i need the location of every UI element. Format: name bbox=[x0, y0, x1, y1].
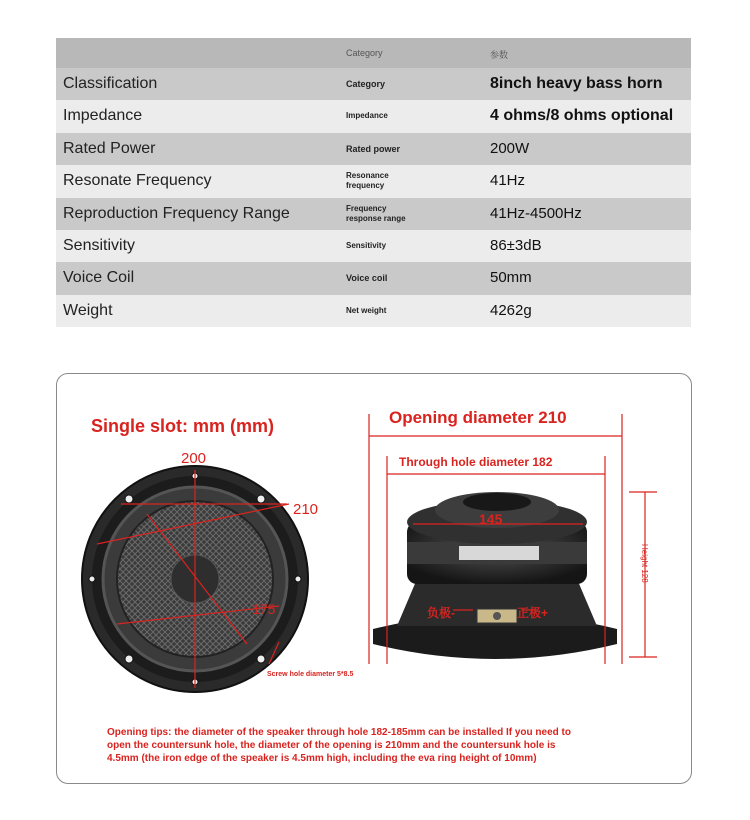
table-row bbox=[56, 262, 691, 294]
dim-145-label: 145 bbox=[479, 511, 503, 527]
row-category: Frequency response range bbox=[346, 203, 406, 223]
terminal-negative-label: 负极- bbox=[427, 606, 455, 620]
row-category: Sensitivity bbox=[346, 240, 387, 250]
through-hole-label: Through hole diameter 182 bbox=[399, 455, 553, 469]
left-diagram-title: Single slot: mm (mm) bbox=[91, 416, 275, 436]
row-category: Impedance bbox=[346, 111, 388, 121]
dimension-diagram-panel bbox=[56, 373, 692, 784]
table-row bbox=[56, 295, 691, 327]
table-row bbox=[56, 198, 691, 230]
row-label: Sensitivity bbox=[63, 236, 136, 254]
tips-line: 4.5mm (the iron edge of the speaker is 4.5mm high, including the eva ring height of 10mm) bbox=[107, 753, 537, 764]
opening-tips bbox=[107, 726, 647, 765]
row-value: 86±3dB bbox=[490, 236, 542, 254]
row-label: Reproduction Frequency Range bbox=[63, 204, 290, 222]
dim-200-label: 200 bbox=[181, 450, 207, 467]
table-row bbox=[56, 165, 691, 197]
spec-table bbox=[56, 38, 691, 327]
row-value: 41Hz-4500Hz bbox=[490, 204, 582, 222]
header-col-category: Category bbox=[346, 48, 383, 58]
row-value: 200W bbox=[490, 139, 530, 157]
table-row bbox=[56, 100, 691, 132]
row-category: Voice coil bbox=[346, 273, 388, 284]
row-category: Resonance frequency bbox=[346, 171, 389, 191]
row-label: Rated Power bbox=[63, 139, 156, 157]
tips-line: open the countersunk hole, the diameter of the opening is 210mm and the countersunk hole is bbox=[107, 740, 556, 751]
dim-210-label: 210 bbox=[293, 501, 319, 518]
table-row bbox=[56, 68, 691, 100]
terminal-positive-label: 正极+ bbox=[517, 606, 549, 620]
row-label: Weight bbox=[63, 301, 113, 319]
row-category: Category bbox=[346, 79, 386, 89]
row-category: Rated power bbox=[346, 143, 401, 154]
screw-hole-note: Screw hole diameter 5*8.5 bbox=[267, 671, 354, 678]
row-label: Resonate Frequency bbox=[63, 172, 212, 190]
header-col-value: 参数 bbox=[490, 50, 509, 60]
table-row bbox=[56, 230, 691, 262]
row-category: Net weight bbox=[346, 305, 387, 315]
spec-table-header bbox=[56, 38, 691, 68]
height-label: Height 128 bbox=[640, 544, 649, 583]
row-value: 41Hz bbox=[490, 172, 526, 190]
row-label: Voice Coil bbox=[63, 269, 135, 287]
row-value: 50mm bbox=[490, 269, 532, 287]
table-row bbox=[56, 133, 691, 165]
row-label: Impedance bbox=[63, 107, 143, 125]
row-value: 4262g bbox=[490, 301, 532, 319]
row-value: 4 ohms/8 ohms optional bbox=[490, 107, 674, 125]
right-diagram-title: Opening diameter 210 bbox=[389, 408, 567, 427]
row-value: 8inch heavy bass horn bbox=[490, 75, 663, 92]
tips-line: Opening tips: the diameter of the speaker through hole 182-185mm can be installed If you need to bbox=[107, 727, 571, 738]
row-label: Classification bbox=[63, 75, 158, 92]
dim-175-label: 175 bbox=[252, 601, 276, 617]
